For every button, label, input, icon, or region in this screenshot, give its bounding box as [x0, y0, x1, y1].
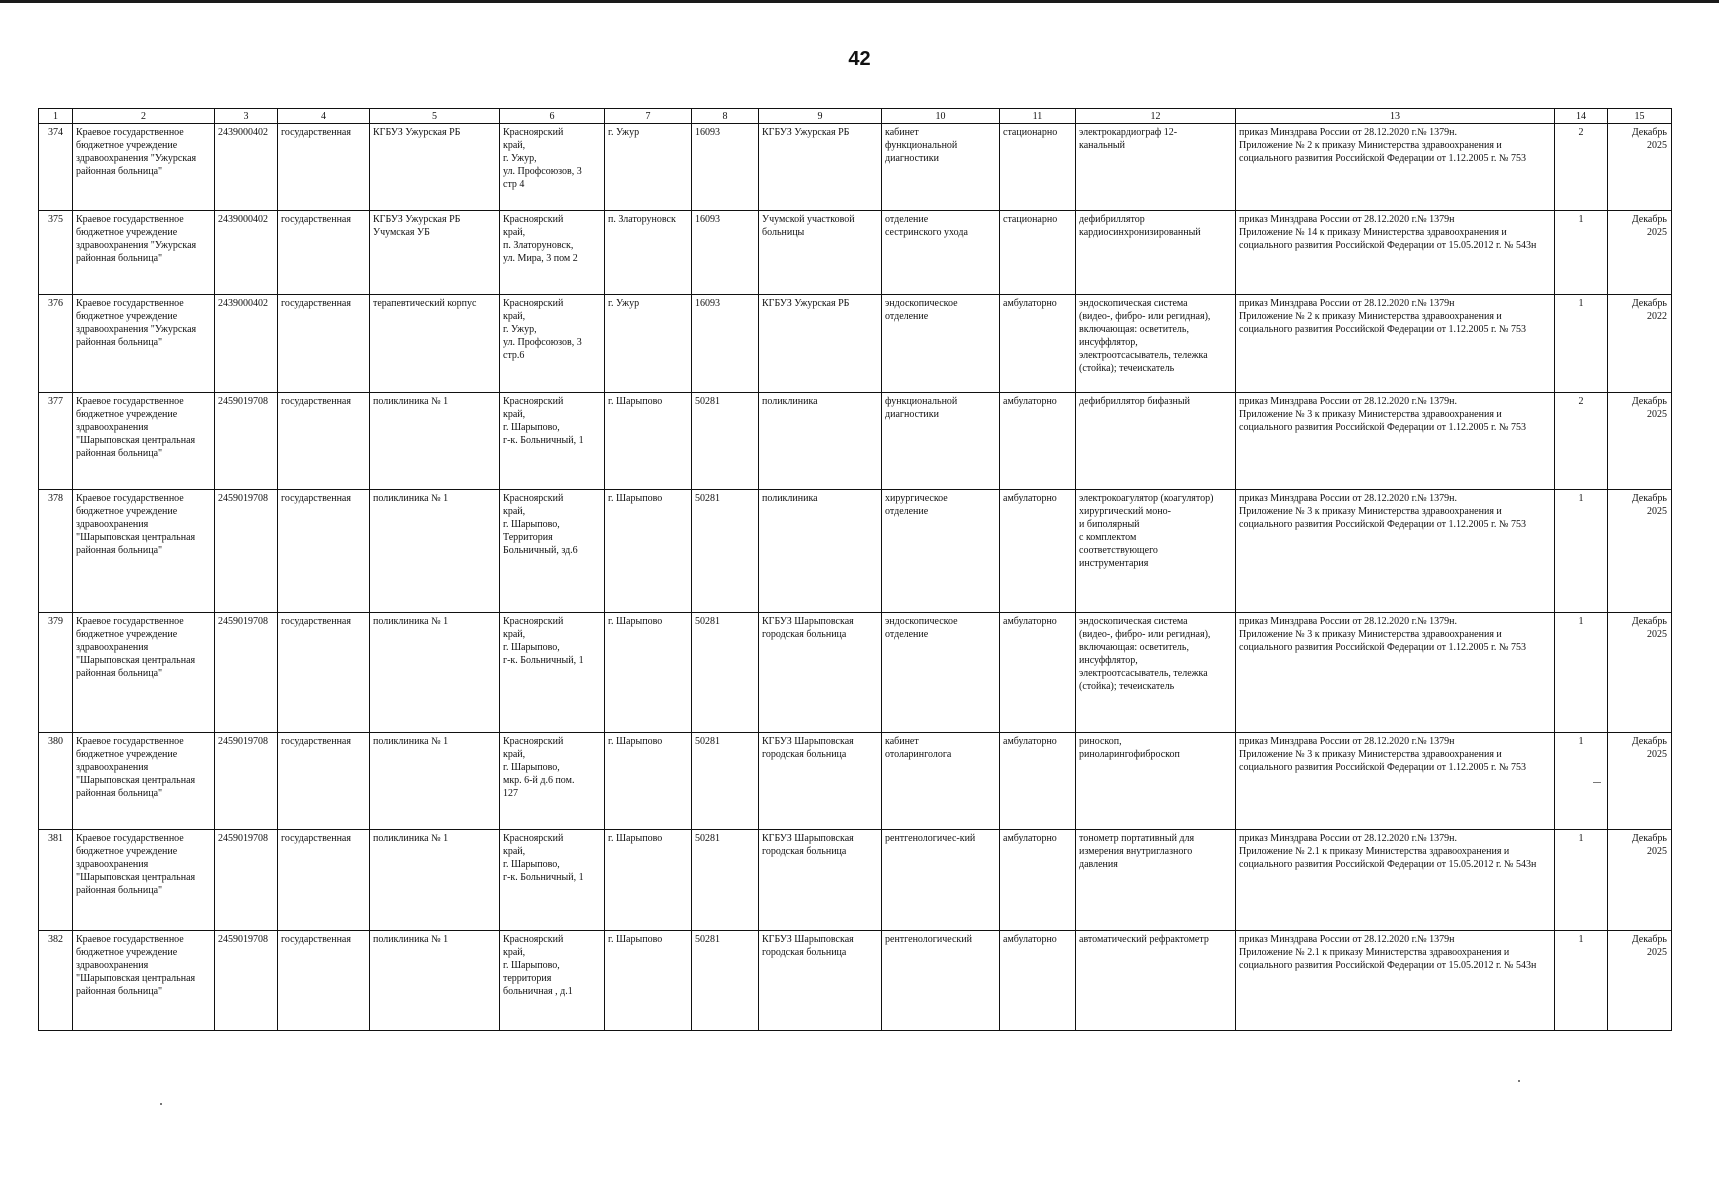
- address: Красноярский край, г. Шарыпово, г-к. Больничный, 1: [500, 613, 605, 733]
- equipment-name: риноскоп, риноларингофиброскоп: [1076, 733, 1236, 830]
- organization-name: Краевое государственное бюджетное учреждение здравоохранения "Шарыповская центральная районная больница": [73, 393, 215, 490]
- locality-code: 16093: [692, 211, 759, 295]
- equipment-name: дефибриллятор бифазный: [1076, 393, 1236, 490]
- inn-code: 2439000402: [215, 124, 278, 211]
- care-mode: амбулаторно: [1000, 830, 1076, 931]
- regulatory-order: приказ Минздрава России от 28.12.2020 г.№ 1379н Приложение № 2.1 к приказу Министерства здравоохранения и социального развития Российской Федерации от 15.05.2012 г. № 543н: [1236, 931, 1555, 1031]
- structural-unit: терапевтический корпус: [370, 295, 500, 393]
- quantity: 1: [1555, 613, 1608, 733]
- locality-code: 50281: [692, 733, 759, 830]
- division: поликлиника: [759, 393, 882, 490]
- row-number: 380: [39, 733, 73, 830]
- deadline-date: Декабрь 2022: [1608, 295, 1672, 393]
- inn-code: 2459019708: [215, 613, 278, 733]
- organization-name: Краевое государственное бюджетное учреждение здравоохранения "Ужурская районная больница": [73, 295, 215, 393]
- regulatory-order: приказ Минздрава России от 28.12.2020 г.№ 1379н. Приложение № 3 к приказу Министерства здравоохранения и социального развития Российской Федерации от 1.12.2005 г. № 753: [1236, 393, 1555, 490]
- scan-speck: [160, 1103, 162, 1105]
- address: Красноярский край, г. Шарыпово, Территория Больничный, зд.6: [500, 490, 605, 613]
- care-mode: амбулаторно: [1000, 613, 1076, 733]
- care-mode: стационарно: [1000, 124, 1076, 211]
- row-number: 377: [39, 393, 73, 490]
- quantity: 1: [1555, 490, 1608, 613]
- department: кабинет функциональной диагностики: [882, 124, 1000, 211]
- locality: г. Шарыпово: [605, 830, 692, 931]
- address: Красноярский край, г. Шарыпово, г-к. Больничный, 1: [500, 393, 605, 490]
- column-header: 4: [278, 109, 370, 124]
- deadline-date: Декабрь 2025: [1608, 733, 1672, 830]
- department: эндоскопическое отделение: [882, 295, 1000, 393]
- inn-code: 2459019708: [215, 490, 278, 613]
- equipment-name: электрокардиограф 12- канальный: [1076, 124, 1236, 211]
- deadline-date: Декабрь 2025: [1608, 124, 1672, 211]
- care-mode: амбулаторно: [1000, 733, 1076, 830]
- equipment-name: дефибриллятор кардиосинхронизированный: [1076, 211, 1236, 295]
- ownership-form: государственная: [278, 124, 370, 211]
- care-mode: амбулаторно: [1000, 295, 1076, 393]
- department: рентгенологический: [882, 931, 1000, 1031]
- table-row: [39, 733, 1672, 830]
- header-row: [39, 109, 1672, 124]
- quantity: 1: [1555, 211, 1608, 295]
- ownership-form: государственная: [278, 295, 370, 393]
- locality-code: 50281: [692, 613, 759, 733]
- deadline-date: Декабрь 2025: [1608, 490, 1672, 613]
- table-row: [39, 830, 1672, 931]
- row-number: 379: [39, 613, 73, 733]
- locality: г. Шарыпово: [605, 490, 692, 613]
- locality: г. Шарыпово: [605, 613, 692, 733]
- equipment-table: [38, 108, 1672, 1031]
- inn-code: 2459019708: [215, 931, 278, 1031]
- care-mode: стационарно: [1000, 211, 1076, 295]
- locality: г. Шарыпово: [605, 931, 692, 1031]
- locality: г. Шарыпово: [605, 733, 692, 830]
- locality: г. Ужур: [605, 295, 692, 393]
- row-number: 381: [39, 830, 73, 931]
- division: КГБУЗ Ужурская РБ: [759, 124, 882, 211]
- organization-name: Краевое государственное бюджетное учреждение здравоохранения "Шарыповская центральная районная больница": [73, 830, 215, 931]
- division: КГБУЗ Шарыповская городская больница: [759, 830, 882, 931]
- locality-code: 50281: [692, 931, 759, 1031]
- organization-name: Краевое государственное бюджетное учреждение здравоохранения "Ужурская районная больница": [73, 211, 215, 295]
- organization-name: Краевое государственное бюджетное учреждение здравоохранения "Шарыповская центральная районная больница": [73, 931, 215, 1031]
- structural-unit: поликлиника № 1: [370, 613, 500, 733]
- structural-unit: КГБУЗ Ужурская РБ: [370, 124, 500, 211]
- department: отделение сестринского ухода: [882, 211, 1000, 295]
- inn-code: 2459019708: [215, 733, 278, 830]
- care-mode: амбулаторно: [1000, 490, 1076, 613]
- table-row: [39, 124, 1672, 211]
- locality-code: 16093: [692, 124, 759, 211]
- division: КГБУЗ Шарыповская городская больница: [759, 931, 882, 1031]
- scan-speck: [1593, 782, 1601, 783]
- locality: г. Шарыпово: [605, 393, 692, 490]
- quantity: 2: [1555, 393, 1608, 490]
- column-header: 11: [1000, 109, 1076, 124]
- column-header: 2: [73, 109, 215, 124]
- regulatory-order: приказ Минздрава России от 28.12.2020 г.№ 1379н Приложение № 2 к приказу Министерства здравоохранения и социального развития Российской Федерации от 1.12.2005 г. № 753: [1236, 295, 1555, 393]
- quantity: 1: [1555, 830, 1608, 931]
- department: рентгенологичес-кий: [882, 830, 1000, 931]
- deadline-date: Декабрь 2025: [1608, 211, 1672, 295]
- quantity: 1: [1555, 931, 1608, 1031]
- table-row: [39, 211, 1672, 295]
- equipment-name: электрокоагулятор (коагулятор) хирургический моно- и биполярный с комплектом соответствующего инструментария: [1076, 490, 1236, 613]
- structural-unit: поликлиника № 1: [370, 393, 500, 490]
- division: КГБУЗ Ужурская РБ: [759, 295, 882, 393]
- department: эндоскопическое отделение: [882, 613, 1000, 733]
- address: Красноярский край, п. Златоруновск, ул. Мира, 3 пом 2: [500, 211, 605, 295]
- ownership-form: государственная: [278, 211, 370, 295]
- deadline-date: Декабрь 2025: [1608, 613, 1672, 733]
- column-header: 13: [1236, 109, 1555, 124]
- ownership-form: государственная: [278, 931, 370, 1031]
- column-header: 6: [500, 109, 605, 124]
- structural-unit: поликлиника № 1: [370, 830, 500, 931]
- regulatory-order: приказ Минздрава России от 28.12.2020 г.№ 1379н Приложение № 14 к приказу Министерства здравоохранения и социального развития Российской Федерации от 15.05.2012 г. № 543н: [1236, 211, 1555, 295]
- row-number: 378: [39, 490, 73, 613]
- column-header: 1: [39, 109, 73, 124]
- column-header: 3: [215, 109, 278, 124]
- column-header: 7: [605, 109, 692, 124]
- locality-code: 16093: [692, 295, 759, 393]
- organization-name: Краевое государственное бюджетное учреждение здравоохранения "Шарыповская центральная районная больница": [73, 490, 215, 613]
- structural-unit: поликлиника № 1: [370, 733, 500, 830]
- row-number: 374: [39, 124, 73, 211]
- organization-name: Краевое государственное бюджетное учреждение здравоохранения "Ужурская районная больница": [73, 124, 215, 211]
- ownership-form: государственная: [278, 613, 370, 733]
- scan-speck: [1518, 1080, 1520, 1082]
- ownership-form: государственная: [278, 490, 370, 613]
- address: Красноярский край, г. Ужур, ул. Профсоюзов, 3 стр 4: [500, 124, 605, 211]
- structural-unit: поликлиника № 1: [370, 931, 500, 1031]
- inn-code: 2439000402: [215, 295, 278, 393]
- department: хирургическое отделение: [882, 490, 1000, 613]
- deadline-date: Декабрь 2025: [1608, 931, 1672, 1031]
- table-row: [39, 931, 1672, 1031]
- address: Красноярский край, г. Ужур, ул. Профсоюзов, 3 стр.6: [500, 295, 605, 393]
- row-number: 382: [39, 931, 73, 1031]
- organization-name: Краевое государственное бюджетное учреждение здравоохранения "Шарыповская центральная районная больница": [73, 613, 215, 733]
- deadline-date: Декабрь 2025: [1608, 393, 1672, 490]
- column-header: 12: [1076, 109, 1236, 124]
- table-row: [39, 393, 1672, 490]
- column-header: 10: [882, 109, 1000, 124]
- column-header: 8: [692, 109, 759, 124]
- address: Красноярский край, г. Шарыпово, территория больничная , д.1: [500, 931, 605, 1031]
- regulatory-order: приказ Минздрава России от 28.12.2020 г.№ 1379н Приложение № 3 к приказу Министерства здравоохранения и социального развития Российской Федерации от 1.12.2005 г. № 753: [1236, 733, 1555, 830]
- structural-unit: поликлиника № 1: [370, 490, 500, 613]
- column-header: 15: [1608, 109, 1672, 124]
- regulatory-order: приказ Минздрава России от 28.12.2020 г.№ 1379н. Приложение № 3 к приказу Министерства здравоохранения и социального развития Российской Федерации от 1.12.2005 г. № 753: [1236, 490, 1555, 613]
- column-header: 14: [1555, 109, 1608, 124]
- regulatory-order: приказ Минздрава России от 28.12.2020 г.№ 1379н. Приложение № 3 к приказу Министерства здравоохранения и социального развития Российской Федерации от 1.12.2005 г. № 753: [1236, 613, 1555, 733]
- table-row: [39, 490, 1672, 613]
- quantity: 1: [1555, 295, 1608, 393]
- column-header: 5: [370, 109, 500, 124]
- equipment-name: тонометр портативный для измерения внутриглазного давления: [1076, 830, 1236, 931]
- organization-name: Краевое государственное бюджетное учреждение здравоохранения "Шарыповская центральная районная больница": [73, 733, 215, 830]
- locality: п. Златоруновск: [605, 211, 692, 295]
- quantity: 2: [1555, 124, 1608, 211]
- division: Учумской участковой больницы: [759, 211, 882, 295]
- care-mode: амбулаторно: [1000, 931, 1076, 1031]
- equipment-name: автоматический рефрактометр: [1076, 931, 1236, 1031]
- locality-code: 50281: [692, 830, 759, 931]
- table-row: [39, 295, 1672, 393]
- department: функциональной диагностики: [882, 393, 1000, 490]
- regulatory-order: приказ Минздрава России от 28.12.2020 г.№ 1379н. Приложение № 2 к приказу Министерства здравоохранения и социального развития Российской Федерации от 1.12.2005 г. № 753: [1236, 124, 1555, 211]
- care-mode: амбулаторно: [1000, 393, 1076, 490]
- locality: г. Ужур: [605, 124, 692, 211]
- top-rule: [0, 0, 1719, 3]
- division: КГБУЗ Шарыповская городская больница: [759, 613, 882, 733]
- locality-code: 50281: [692, 393, 759, 490]
- inn-code: 2459019708: [215, 830, 278, 931]
- equipment-name: эндоскопическая система (видео-, фибро- или регидная), включающая: осветитель, инсуффлятор, электроотсасыватель, тележка (стойка); течеискатель: [1076, 613, 1236, 733]
- table-row: [39, 613, 1672, 733]
- department: кабинет отоларинголога: [882, 733, 1000, 830]
- regulatory-order: приказ Минздрава России от 28.12.2020 г.№ 1379н. Приложение № 2.1 к приказу Министерства здравоохранения и социального развития Российской Федерации от 15.05.2012 г. № 543н: [1236, 830, 1555, 931]
- address: Красноярский край, г. Шарыпово, мкр. 6-й д.6 пом. 127: [500, 733, 605, 830]
- equipment-name: эндоскопическая система (видео-, фибро- или регидная), включающая: осветитель, инсуффлятор, электроотсасыватель, тележка (стойка); течеискатель: [1076, 295, 1236, 393]
- locality-code: 50281: [692, 490, 759, 613]
- page-number: 42: [848, 48, 871, 70]
- address: Красноярский край, г. Шарыпово, г-к. Больничный, 1: [500, 830, 605, 931]
- division: поликлиника: [759, 490, 882, 613]
- quantity: 1: [1555, 733, 1608, 830]
- deadline-date: Декабрь 2025: [1608, 830, 1672, 931]
- ownership-form: государственная: [278, 830, 370, 931]
- ownership-form: государственная: [278, 733, 370, 830]
- ownership-form: государственная: [278, 393, 370, 490]
- inn-code: 2459019708: [215, 393, 278, 490]
- row-number: 376: [39, 295, 73, 393]
- division: КГБУЗ Шарыповская городская больница: [759, 733, 882, 830]
- column-header: 9: [759, 109, 882, 124]
- inn-code: 2439000402: [215, 211, 278, 295]
- structural-unit: КГБУЗ Ужурская РБ Учумская УБ: [370, 211, 500, 295]
- row-number: 375: [39, 211, 73, 295]
